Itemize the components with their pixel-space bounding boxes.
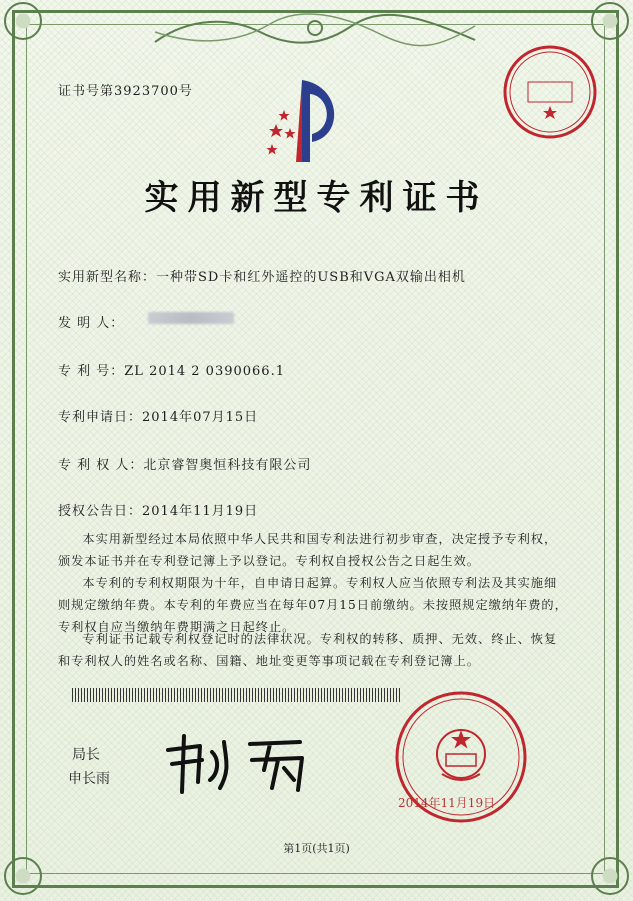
- grant-date-label: 授权公告日：: [58, 504, 143, 519]
- filing-date-label: 专利申请日：: [58, 410, 143, 425]
- agency-seal-stamp: [500, 42, 600, 142]
- page-number: 第1页(共1页): [283, 842, 350, 855]
- patent-number-value: ZL 2014 2 0390066.1: [124, 364, 285, 379]
- cnipa-logo-icon: [262, 72, 342, 168]
- patent-number-row: [58, 360, 285, 379]
- patent-number-label: 专 利 号：: [58, 364, 125, 379]
- inventor-label: 发 明 人：: [58, 316, 125, 331]
- grant-date-value: 2014年11月19日: [142, 504, 259, 519]
- paragraph-grant: 本实用新型经过本局依照中华人民共和国专利法进行初步审查，决定授予专利权，颁发本证书并在专利登记簿上予以登记。专利权自授权公告之日起生效。: [58, 532, 558, 568]
- handwritten-signature: [160, 730, 340, 800]
- patentee-label: 专 利 权 人：: [58, 458, 144, 473]
- stamp-date: 2014年11月19日: [398, 796, 496, 810]
- top-scroll-ornament: [150, 12, 480, 48]
- paragraph-term: 本专利的专利权期限为十年，自申请日起算。专利权人应当依照专利法及其实施细则规定缴纳年费。本专利的年费应当在每年07月15日前缴纳。未按照规定缴纳年费的，专利权自应当缴纳年费期满之日起终止。: [58, 576, 568, 634]
- signatory-name: 申长雨: [68, 771, 110, 787]
- corner-ornament-bl: [4, 857, 42, 895]
- grant-date-row: [58, 500, 258, 519]
- utility-model-name-value: 一种带SD卡和红外遥控的USB和VGA双输出相机: [156, 270, 466, 285]
- corner-ornament-tr: [591, 2, 629, 40]
- utility-model-name-label: 实用新型名称：: [58, 270, 157, 285]
- filing-date-row: [58, 406, 258, 425]
- utility-model-name-row: [58, 266, 466, 285]
- paragraph-legal-status: 专利证书记载专利权登记时的法律状况。专利权的转移、质押、无效、终止、恢复和专利权人的姓名或名称、国籍、地址变更等事项记载在专利登记簿上。: [58, 632, 558, 668]
- certificate-number: 证书号第3923700号: [58, 84, 193, 99]
- corner-ornament-br: [591, 857, 629, 895]
- filing-date-value: 2014年07月15日: [142, 410, 259, 425]
- patentee-value: 北京睿智奥恒科技有限公司: [143, 458, 312, 473]
- signatory-title: 局长: [72, 747, 100, 763]
- patentee-row: [58, 454, 311, 473]
- corner-ornament-tl: [4, 2, 42, 40]
- certificate-title: 实用新型专利证书: [144, 178, 489, 218]
- inventor-value-redacted: [148, 312, 234, 324]
- barcode: [72, 688, 402, 702]
- inventor-row: [58, 312, 124, 331]
